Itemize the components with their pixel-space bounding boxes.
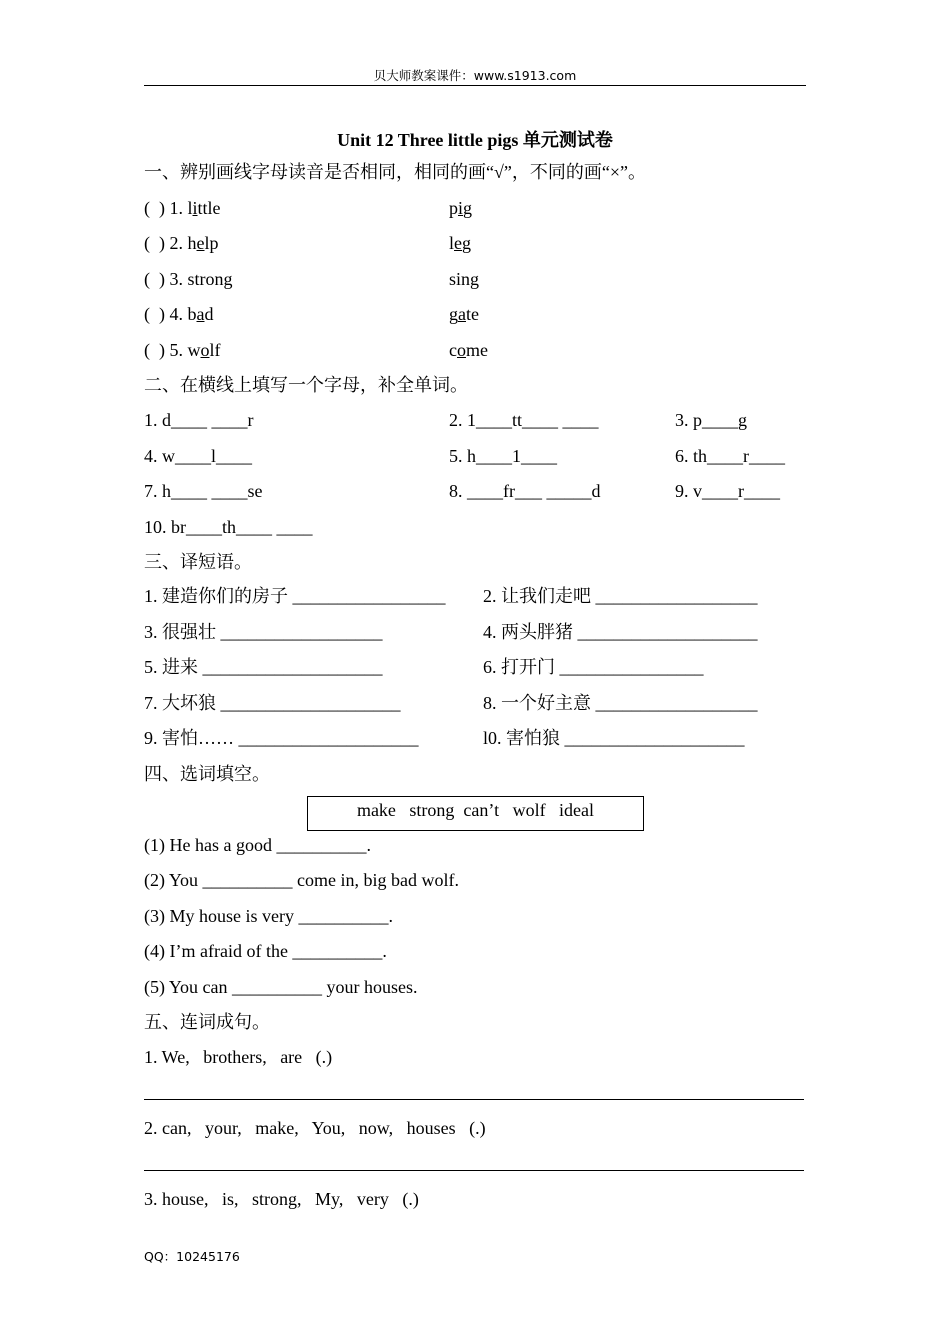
page-header: 贝大师教案课件：www.s1913.com	[373, 68, 577, 83]
underlined-letter: a	[458, 304, 466, 324]
fill-letter-item: 6. th____r____	[675, 446, 785, 466]
underlined-letter: i	[192, 198, 198, 218]
fill-letter-item: 7. h____ ____se	[144, 481, 263, 501]
underlined-letter: o	[200, 340, 210, 360]
underlined-letter: o	[457, 340, 466, 360]
underlined-letter: e	[196, 233, 205, 253]
item-number: ( ) 3.	[144, 269, 188, 289]
page-footer: QQ：10245176	[144, 1249, 240, 1264]
item-number: ( ) 1.	[144, 198, 188, 218]
word-part: g	[462, 233, 472, 253]
word-part: lp	[204, 233, 219, 253]
fill-word-item: (1) He has a good __________.	[144, 835, 371, 855]
underlined-letter: e	[454, 233, 463, 253]
underlined-letter: g	[223, 269, 233, 289]
word-part: g	[463, 198, 473, 218]
section1-compare-word	[449, 303, 479, 325]
translate-item: 7. 大坏狼 ____________________	[144, 693, 401, 713]
fill-letter-item: 9. v____r____	[675, 481, 780, 501]
section1-item	[144, 339, 221, 361]
word-part: sin	[449, 269, 471, 289]
word-part: g	[449, 304, 458, 324]
fill-letter-item: 2. 1____tt____ ____	[449, 410, 599, 430]
fill-letter-item: 1. d____ ____r	[144, 410, 254, 430]
item-number: ( ) 5.	[144, 340, 188, 360]
section1-heading: 一、辨别画线字母读音是否相同，相同的画“√”，不同的画“×”。	[144, 162, 646, 182]
translate-item: l0. 害怕狼 ____________________	[483, 728, 745, 748]
word-part: d	[204, 304, 214, 324]
section4-heading: 四、选词填空。	[144, 764, 270, 784]
section1-item	[144, 303, 214, 325]
fill-word-item: (3) My house is very __________.	[144, 906, 393, 926]
section1-compare-word	[449, 232, 471, 254]
word-part: h	[187, 233, 197, 253]
fill-letter-item: 5. h____1____	[449, 446, 557, 466]
word-part: te	[466, 304, 479, 324]
word-part: p	[449, 198, 458, 218]
answer-line	[144, 1170, 804, 1171]
translate-item: 1. 建造你们的房子 _________________	[144, 586, 446, 606]
translate-item: 9. 害怕…… ____________________	[144, 728, 419, 748]
fill-word-item: (2) You __________ come in, big bad wolf.	[144, 870, 459, 890]
word-part: c	[449, 340, 457, 360]
fill-letter-item: 3. p____g	[675, 410, 747, 430]
fill-word-item: (5) You can __________ your houses.	[144, 977, 418, 997]
word-part: stron	[187, 269, 224, 289]
fill-letter-item: 8. ____fr___ _____d	[449, 481, 601, 501]
translate-item: 5. 进来 ____________________	[144, 657, 383, 677]
reorder-item: 3. house, is, strong, My, very (.)	[144, 1189, 419, 1209]
section1-item	[144, 232, 219, 254]
word-part: l	[187, 198, 193, 218]
translate-item: 6. 打开门 ________________	[483, 657, 704, 677]
fill-letter-item: 10. br____th____ ____	[144, 517, 313, 537]
section1-item	[144, 268, 233, 290]
section1-compare-word	[449, 268, 479, 290]
translate-item: 8. 一个好主意 __________________	[483, 693, 758, 713]
translate-item: 4. 两头胖猪 ____________________	[483, 622, 758, 642]
fill-word-item: (4) I’m afraid of the __________.	[144, 941, 387, 961]
answer-line	[144, 1099, 804, 1100]
word-part: ttle	[197, 198, 221, 218]
word-part: me	[466, 340, 488, 360]
header-divider	[144, 85, 806, 86]
section2-heading: 二、在横线上填写一个字母，补全单词。	[144, 375, 468, 395]
underlined-letter: i	[458, 198, 464, 218]
underlined-letter: a	[196, 304, 205, 324]
section5-heading: 五、连词成句。	[144, 1012, 270, 1032]
section1-compare-word	[449, 339, 488, 361]
translate-item: 3. 很强壮 __________________	[144, 622, 383, 642]
word-part: lf	[209, 340, 221, 360]
underlined-letter: g	[470, 269, 480, 289]
translate-item: 2. 让我们走吧 __________________	[483, 586, 758, 606]
word-part: w	[187, 340, 201, 360]
reorder-item: 1. We, brothers, are (.)	[144, 1047, 333, 1067]
section3-heading: 三、译短语。	[144, 552, 252, 572]
section1-compare-word	[449, 197, 472, 219]
fill-letter-item: 4. w____l____	[144, 446, 252, 466]
item-number: ( ) 2.	[144, 233, 188, 253]
word-part: l	[449, 233, 455, 253]
reorder-item: 2. can, your, make, You, now, houses (.)	[144, 1118, 486, 1138]
word-part: b	[187, 304, 197, 324]
word-bank-box: make strong can’t wolf ideal	[307, 796, 644, 831]
page-title: Unit 12 Three little pigs 单元测试卷	[337, 130, 613, 150]
section1-item	[144, 197, 221, 219]
item-number: ( ) 4.	[144, 304, 188, 324]
